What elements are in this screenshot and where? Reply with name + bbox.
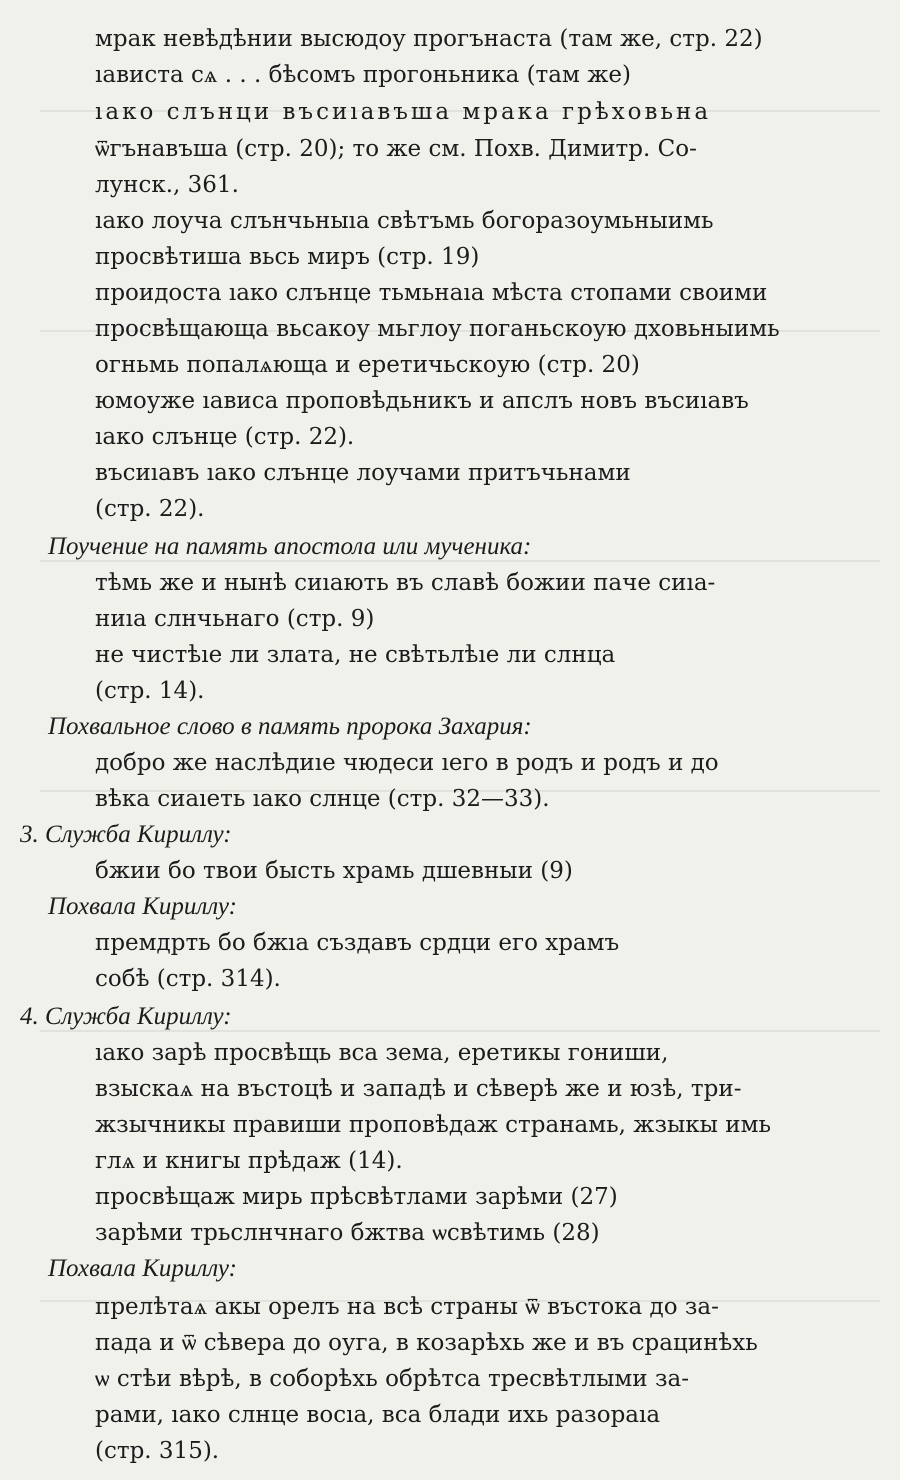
section-heading: Похвала Кириллу: (48, 1255, 237, 1282)
text-line: просвѣщаж мирь прѣсвѣтлами зарѣми (27) (95, 1184, 618, 1210)
text-line: ıависта сѧ . . . бѣсомъ прогоньника (там же) (95, 62, 631, 88)
text-line: (стр. 315). (95, 1438, 220, 1464)
text-line: огньмь попалѧюща и еретичьскоую (стр. 20) (95, 352, 640, 378)
text-line: ıако зарѣ просвѣщь вса зема, еретикы гониши, (95, 1040, 669, 1066)
text-line: ѿгънавъша (стр. 20); то же см. Похв. Димитр. Со- (95, 136, 697, 162)
text-line: глѧ и книгы прѣдаж (14). (95, 1148, 403, 1174)
text-line: бжии бо твои бысть храмь дшевныи (9) (95, 858, 573, 884)
text-line: юмоуже ıависа проповѣдьникъ и апслъ новъ въсиıавъ (95, 388, 749, 414)
section-heading: 4. Служба Кириллу: (20, 1003, 232, 1030)
text-line: рами, ıако слнце восıа, вса блади ихь разораıа (95, 1402, 661, 1428)
text-line: лунск., 361. (95, 172, 239, 198)
text-line: (стр. 14). (95, 678, 205, 704)
section-heading: Похвала Кириллу: (48, 893, 237, 920)
text-line: ıако лоуча слънчьныıа свѣтъмь бог‍оразоумьныимь (95, 208, 714, 234)
section-heading: 3. Служба Кириллу: (20, 821, 232, 848)
text-line: ıако слънце (стр. 22). (95, 424, 355, 450)
section-heading: Похвальное слово в память пророка Захария: (48, 713, 532, 740)
text-line: тѣмь же и нынѣ сиıають въ славѣ божии паче сиıа- (95, 570, 716, 596)
text-line: въсиıавъ ıако слънце лоучами притъчьнами (95, 460, 631, 486)
text-line: вѣка сиаıеть ıако слнце (стр. 32—33). (95, 786, 550, 812)
text-line: мрак невѣдѣнии высюдоу прогънаста (там же, стр. 22) (95, 26, 763, 52)
text-line: (стр. 22). (95, 496, 205, 522)
text-line: ѡ стѣи вѣрѣ, в соборѣхь обрѣтса тресвѣтлыми за- (95, 1366, 689, 1392)
text-line: добро же наслѣдиıе чюдеси ıего в родъ и родъ и до (95, 750, 719, 776)
text-line: не чистѣıе ли злата, не свѣтьлѣıе ли слнца (95, 642, 616, 668)
text-line: ıако слънци въсиıавъша мрака грѣховьна (95, 99, 712, 125)
section-heading: Поучение на память апостола или мученика: (48, 533, 532, 560)
text-line: проидоста ıако слънце тьмьнаıа мѣста стопами своими (95, 280, 768, 306)
text-line: пада и ѿ сѣвера до оуга, в козарѣхь же и въ срацинѣхь (95, 1330, 758, 1356)
text-line: ниıа слнчьнаго (стр. 9) (95, 606, 375, 632)
text-line: просвѣщающа вьсакоу мьглоу поганьскоую дховьныимь (95, 316, 780, 342)
text-line: жзычникы правиши проповѣдаж странамь, жзыкы имь (95, 1112, 772, 1138)
text-line: взыскаѧ на въстоцѣ и западѣ и сѣверѣ же и юзѣ, три- (95, 1076, 742, 1102)
text-line: просвѣтиша вьсь миръ (стр. 19) (95, 244, 480, 270)
text-line: собѣ (стр. 314). (95, 966, 281, 992)
text-line: премдрть бо бжıа създавъ срдци его храмъ (95, 930, 620, 956)
text-line: прелѣтаѧ акы орелъ на всѣ страны ѿ въстока до за- (95, 1294, 719, 1320)
text-line: зарѣми трьслнчнаго бжтва ѡсвѣтимь (28) (95, 1220, 600, 1246)
